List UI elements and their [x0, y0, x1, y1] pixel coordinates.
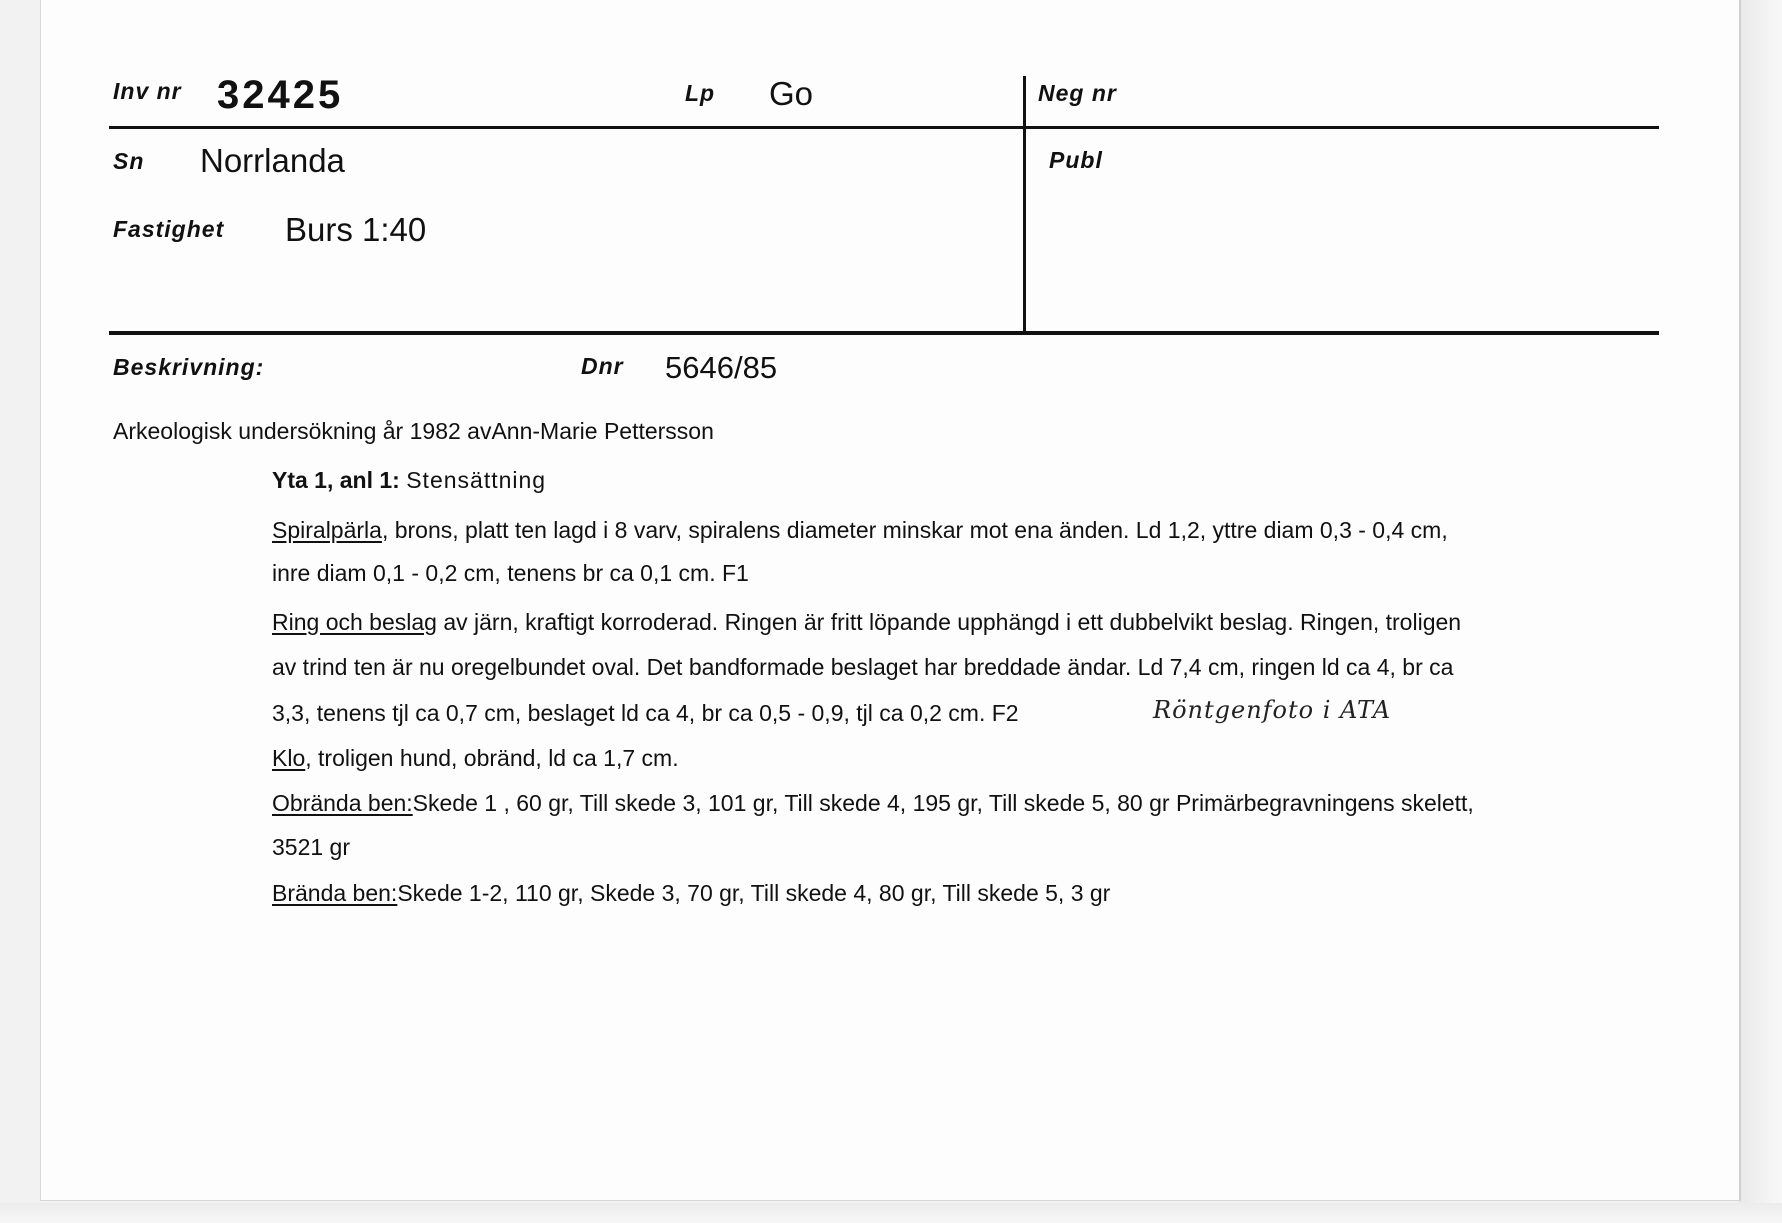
- item-term-ring-och-beslag: Ring och beslag: [272, 609, 437, 635]
- item-text: inre diam 0,1 - 0,2 cm, tenens br ca 0,1 cm. F1: [272, 560, 749, 586]
- intro-text: Arkeologisk undersökning år 1982 avAnn-Marie Pettersson: [113, 418, 714, 444]
- section-value: Stensättning: [406, 467, 547, 493]
- beskrivning-label: Beskrivning:: [113, 354, 265, 380]
- item-text: av trind ten är nu oregelbundet oval. Det bandformade beslaget har breddade ändar. Ld 7,4 cm, ringen ld ca 4, br ca: [272, 654, 1454, 680]
- dnr-value: 5646/85: [665, 350, 778, 385]
- item-term-obranda-ben: Obrända ben:: [272, 790, 413, 816]
- item-text: 3521 gr: [272, 834, 351, 860]
- inv-nr-label: Inv nr: [113, 78, 182, 104]
- item-line: [272, 609, 1461, 636]
- handwritten-note: Röntgenfoto i ATA: [1153, 696, 1392, 724]
- item-text: Skede 1-2, 110 gr, Skede 3, 70 gr, Till skede 4, 80 gr, Till skede 5, 3 gr: [397, 880, 1111, 906]
- sn-label: Sn: [113, 148, 145, 174]
- item-line: [272, 560, 749, 587]
- dnr-label: Dnr: [581, 353, 624, 379]
- item-text: , troligen hund, obränd, ld ca 1,7 cm.: [305, 745, 679, 771]
- lp-value: Go: [769, 75, 814, 112]
- scan-edge-right: [1738, 0, 1782, 1223]
- item-line: [272, 880, 1110, 907]
- item-line: [272, 654, 1453, 681]
- neg-nr-label: Neg nr: [1038, 80, 1117, 106]
- item-term-spiralparla: Spiralpärla: [272, 517, 382, 543]
- item-text: , brons, platt ten lagd i 8 varv, spiralens diameter minskar mot ena änden. Ld 1,2, yttre diam 0,3 - 0,4 cm,: [381, 517, 1448, 543]
- item-line: [272, 517, 1448, 544]
- publ-label: Publ: [1049, 147, 1103, 173]
- sn-value: Norrlanda: [200, 142, 345, 179]
- section-heading: [272, 467, 546, 494]
- item-text: 3,3, tenens tjl ca 0,7 cm, beslaget ld ca 4, br ca 0,5 - 0,9, tjl ca 0,2 cm. F2: [272, 700, 1019, 726]
- catalog-card: [40, 0, 1741, 1201]
- header-rule: [109, 126, 1659, 129]
- section-label: Yta 1, anl 1:: [272, 467, 400, 493]
- inv-nr-value: 32425: [217, 73, 344, 117]
- lp-label: Lp: [685, 80, 716, 106]
- item-line: [272, 834, 350, 861]
- item-term-branda-ben: Brända ben:: [272, 880, 398, 906]
- item-line: [272, 700, 1019, 727]
- item-line: [272, 745, 679, 772]
- fastighet-value: Burs 1:40: [285, 211, 427, 248]
- scan-edge-bottom: [0, 1203, 1782, 1223]
- item-line: [272, 790, 1474, 817]
- item-text: av järn, kraftigt korroderad. Ringen är fritt löpande upphängd i ett dubbelvikt beslag. Ringen, troligen: [436, 609, 1462, 635]
- section-rule: [109, 331, 1659, 335]
- item-text: Skede 1 , 60 gr, Till skede 3, 101 gr, Till skede 4, 195 gr, Till skede 5, 80 gr Primärbegravningens skelett,: [412, 790, 1474, 816]
- column-divider: [1023, 76, 1026, 334]
- fastighet-label: Fastighet: [113, 216, 225, 242]
- item-term-klo: Klo: [272, 745, 306, 771]
